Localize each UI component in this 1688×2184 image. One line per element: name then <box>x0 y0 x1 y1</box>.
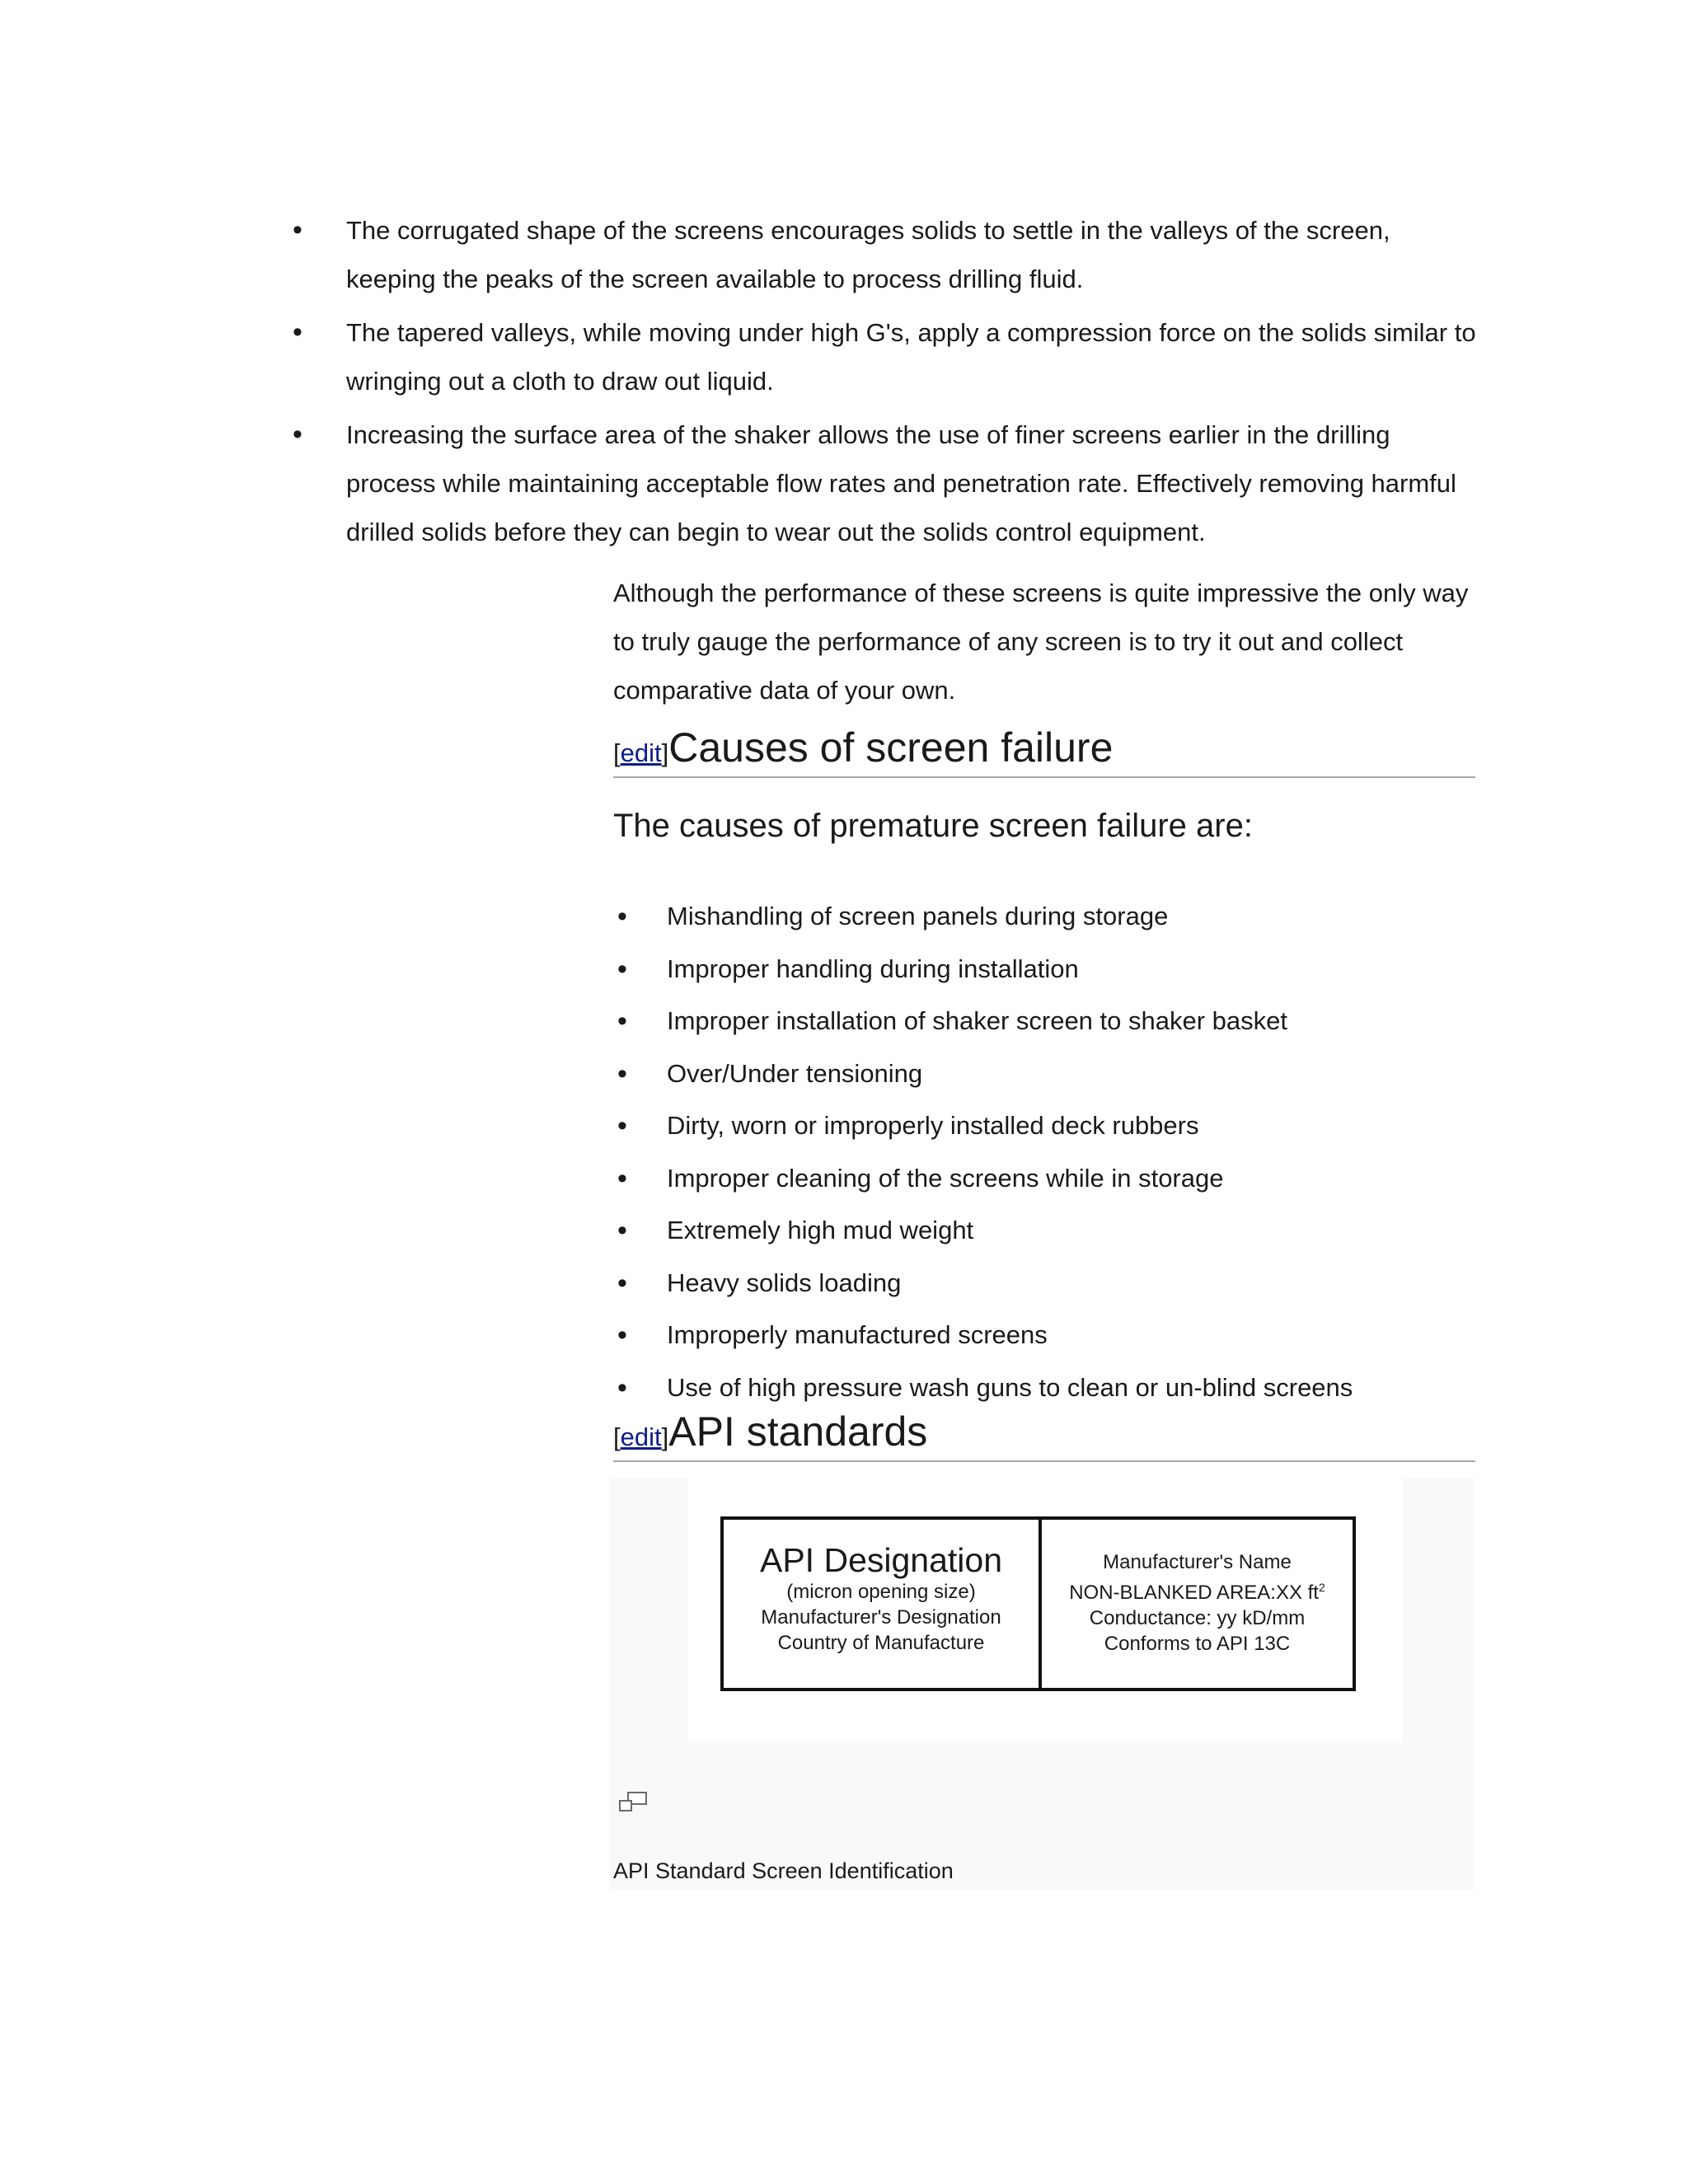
causes-list <box>613 894 1479 1418</box>
list-item: • Improperly manufactured screens <box>613 1313 1479 1366</box>
api-label-line: Country of Manufacture <box>777 1632 985 1654</box>
section-heading-api <box>613 1403 1475 1462</box>
edit-link[interactable]: edit <box>620 738 662 767</box>
intro-bullet-list <box>293 206 1479 561</box>
edit-link-wrapper: [edit] <box>613 738 669 767</box>
list-item: • Improper installation of shaker screen to shaker basket <box>613 999 1479 1052</box>
api-label-line: Conductance: yy kD/mm <box>1089 1607 1306 1629</box>
list-item: • Improper handling during installation <box>613 947 1479 1000</box>
api-label-line: Manufacturer's Name <box>1103 1551 1292 1573</box>
section-heading-causes <box>613 719 1475 778</box>
api-label-line: NON-BLANKED AREA:XX $ft^2$ <box>1069 1581 1325 1604</box>
api-label-left-panel <box>724 1520 1042 1688</box>
list-item: • Use of high pressure wash guns to clean or un-blind screens <box>613 1366 1479 1418</box>
api-label-right-panel <box>1042 1520 1353 1688</box>
list-item: • Heavy solids loading <box>613 1261 1479 1314</box>
list-item: • The corrugated shape of the screens encourages solids to settle in the valleys of the screen, keeping the peaks of the screen available to process drilling fluid. <box>293 206 1479 303</box>
causes-lead-text: The causes of premature screen failure are: <box>613 808 1253 844</box>
figure-caption: API Standard Screen Identification <box>613 1858 954 1883</box>
edit-link-wrapper: [edit] <box>613 1422 669 1451</box>
list-item: • Improper cleaning of the screens while in storage <box>613 1156 1479 1209</box>
intro-paragraph: Although the performance of these screens is quite impressive the only way to truly gauge the performance of any screen is to try it out and collect comparative data of your own. <box>613 579 1469 705</box>
api-label-diagram <box>720 1516 1356 1691</box>
list-item: • Extremely high mud weight <box>613 1208 1479 1261</box>
list-item: • Increasing the surface area of the shaker allows the use of finer screens earlier in the drilling process while maintaining acceptable flow rates and penetration rate. Effectively removing harmful drilled solids before they can begin to wear out the solids control equipment. <box>293 410 1479 556</box>
list-item: • The tapered valleys, while moving under high G's, apply a compression force on the solids similar to wringing out a cloth to draw out liquid. <box>293 308 1479 405</box>
api-label-line: Manufacturer's Designation <box>761 1606 1001 1629</box>
list-item: • Dirty, worn or improperly installed deck rubbers <box>613 1104 1479 1156</box>
section-title: Causes of screen failure <box>668 724 1114 771</box>
section-title: API standards <box>668 1408 928 1455</box>
api-designation-heading: API Designation <box>759 1541 1002 1579</box>
enlarge-icon[interactable] <box>618 1791 648 1814</box>
api-label-line: (micron opening size) <box>786 1581 976 1603</box>
edit-link[interactable]: edit <box>620 1422 662 1451</box>
figure-image[interactable] <box>687 1478 1403 1743</box>
figure-thumbnail <box>610 1478 1474 1890</box>
api-label-line: Conforms to API 13C <box>1104 1633 1291 1655</box>
list-item: • Over/Under tensioning <box>613 1052 1479 1104</box>
list-item: • Mishandling of screen panels during storage <box>613 894 1479 947</box>
